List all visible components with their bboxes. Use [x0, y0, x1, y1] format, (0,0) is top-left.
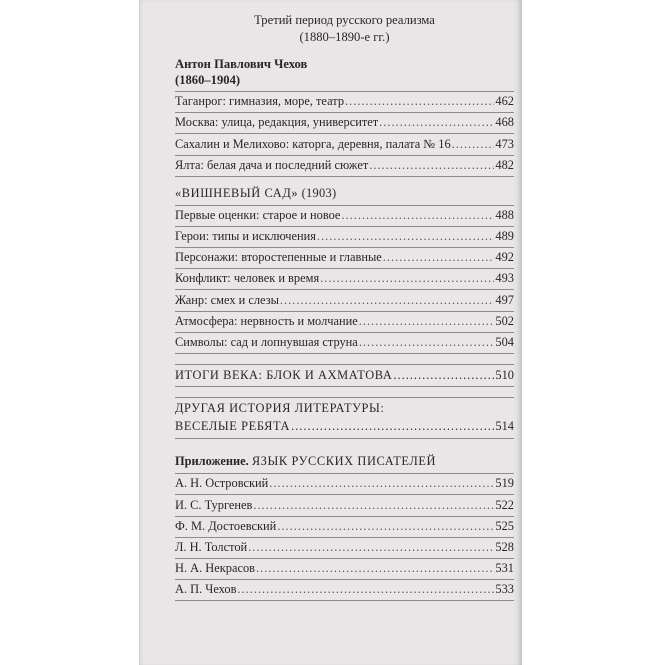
entry-page: 489 [495, 229, 514, 244]
appendix-heading [175, 453, 514, 471]
entry-title: Атмосфера: нервность и молчание [175, 313, 358, 328]
summary-entry[interactable] [175, 364, 514, 388]
leader-dots [379, 114, 494, 132]
appendix-title: ЯЗЫК РУССКИХ ПИСАТЕЛЕЙ [251, 453, 437, 468]
entry-title: Символы: сад и лопнувшая струна [175, 334, 358, 349]
entry-title: Ялта: белая дача и последний сюжет [175, 157, 369, 172]
toc-entry[interactable] [175, 580, 514, 601]
entry-page: 504 [495, 334, 514, 349]
entry-title: Конфликт: человек и время [175, 271, 320, 286]
leader-dots [256, 560, 494, 578]
toc-entry[interactable] [175, 205, 514, 227]
toc-entry[interactable] [175, 248, 514, 269]
entry-page: 531 [495, 561, 514, 576]
entry-title: Москва: улица, редакция, университет [175, 115, 379, 130]
chekhov-section [175, 91, 514, 177]
other-history-page: 514 [495, 419, 514, 434]
leader-dots [317, 228, 494, 246]
entry-page: 493 [495, 271, 514, 286]
toc-entry[interactable] [175, 538, 514, 559]
toc-entry[interactable] [175, 333, 514, 354]
entry-page: 492 [495, 250, 514, 265]
entry-title: А. Н. Островский [175, 476, 269, 491]
leader-dots [277, 518, 494, 536]
leader-dots [341, 207, 494, 225]
leader-dots [248, 539, 494, 557]
entry-title: А. П. Чехов [175, 582, 237, 597]
entry-page: 502 [495, 313, 514, 328]
leader-dots [280, 292, 494, 310]
entry-page: 468 [495, 115, 514, 130]
entry-title: И. С. Тургенев [175, 497, 253, 512]
entry-page: 462 [495, 94, 514, 109]
entry-title: Первые оценки: старое и новое [175, 207, 341, 222]
leader-dots [291, 418, 494, 436]
toc-entry[interactable] [175, 517, 514, 538]
leader-dots [237, 581, 494, 599]
entry-page: 528 [495, 539, 514, 554]
toc-entry[interactable] [175, 495, 514, 516]
entry-page: 533 [495, 582, 514, 597]
table-of-contents [175, 12, 514, 601]
leader-dots [269, 475, 494, 493]
toc-entry[interactable] [175, 559, 514, 580]
toc-entry[interactable] [175, 91, 514, 113]
summary-title: ИТОГИ ВЕКА: БЛОК И АХМАТОВА [175, 367, 393, 382]
leader-dots [253, 497, 494, 515]
leader-dots [345, 93, 494, 111]
entry-page: 497 [495, 292, 514, 307]
leader-dots [320, 270, 494, 288]
period-title: Третий период русского реализма [254, 13, 435, 27]
entry-page: 525 [495, 518, 514, 533]
cherry-orchard-heading [175, 185, 514, 202]
leader-dots [383, 249, 495, 267]
toc-entry[interactable] [175, 473, 514, 495]
leader-dots [359, 313, 495, 331]
appendix-section [175, 453, 514, 602]
cherry-orchard-title: «ВИШНЕВЫЙ САД» [175, 185, 299, 200]
period-dates: (1880–1890-е гг.) [299, 30, 390, 44]
entry-page: 482 [495, 157, 514, 172]
entry-title: Н. А. Некрасов [175, 561, 255, 576]
toc-entry[interactable] [175, 312, 514, 333]
leader-dots [393, 367, 494, 385]
toc-entry[interactable] [175, 290, 514, 311]
author-name: Антон Павлович Чехов [175, 57, 308, 71]
entry-title: Ф. М. Достоевский [175, 518, 277, 533]
entry-title: Персонажи: второстепенные и главные [175, 250, 382, 265]
entry-page: 519 [495, 476, 514, 491]
cherry-orchard-section [175, 185, 514, 354]
toc-entry[interactable] [175, 134, 514, 155]
toc-entry[interactable] [175, 269, 514, 290]
summary-page: 510 [495, 367, 514, 382]
leader-dots [369, 157, 494, 175]
entry-title: Л. Н. Толстой [175, 539, 248, 554]
entry-page: 473 [495, 136, 514, 151]
entry-title: Герои: типы и исключения [175, 229, 316, 244]
entry-page: 488 [495, 207, 514, 222]
period-header [175, 12, 514, 46]
entry-page: 522 [495, 497, 514, 512]
other-history-entry[interactable] [175, 397, 514, 438]
other-history-title-line1: ДРУГАЯ ИСТОРИЯ ЛИТЕРАТУРЫ: [175, 401, 385, 416]
cherry-orchard-year: (1903) [301, 185, 337, 200]
appendix-label: Приложение. [175, 453, 249, 468]
other-history-title-line2: ВЕСЕЛЫЕ РЕБЯТА [175, 419, 291, 434]
leader-dots [452, 136, 495, 154]
entry-title: Жанр: смех и слезы [175, 292, 279, 307]
author-heading [175, 56, 514, 88]
author-years: (1860–1904) [175, 73, 241, 87]
toc-entry[interactable] [175, 113, 514, 134]
entry-title: Сахалин и Мелихово: каторга, деревня, палата № 16 [175, 136, 451, 151]
leader-dots [359, 334, 495, 352]
toc-entry[interactable] [175, 156, 514, 177]
toc-entry[interactable] [175, 227, 514, 248]
entry-title: Таганрог: гимназия, море, театр [175, 94, 345, 109]
